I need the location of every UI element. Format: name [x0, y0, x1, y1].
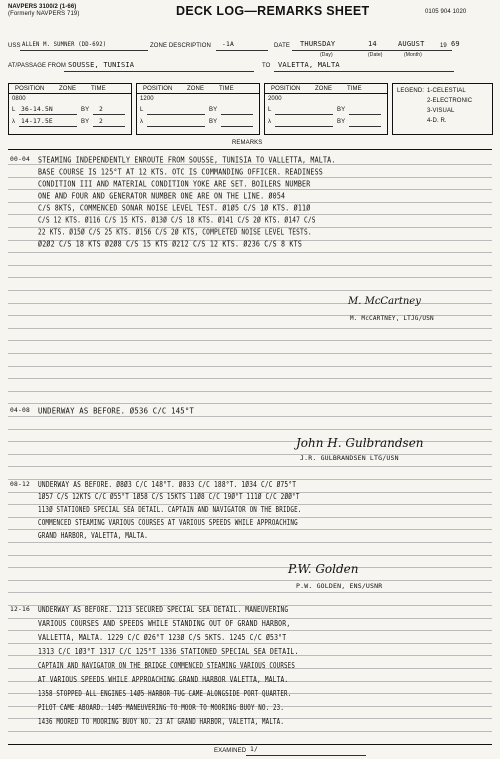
log-line: 22 KTS. Ø15Ø C/S 25 KTS. Ø156 C/S 2Ø KTS, COMPLETED NOISE LEVEL TESTS. [38, 228, 312, 237]
examined-label: EXAMINED [214, 748, 247, 754]
log-line: COMMENCED STEAMING VARIOUS COURSES AT VARIOUS SPEEDS WHILE APPROACHING [38, 519, 298, 528]
ruled-line [8, 353, 492, 354]
latitude-by-label: BY [209, 107, 218, 113]
latitude-field[interactable]: 36-14.5N [21, 106, 53, 113]
log-line: UNDERWAY AS BEFORE. 1213 SECURED SPECIAL SEA DETAIL. MANEUVERING [38, 606, 289, 615]
zone-header: ZONE [315, 86, 333, 92]
signature: John H. Gulbrandsen [296, 436, 424, 450]
longitude-by-label: BY [337, 119, 346, 125]
longitude-label: λ [12, 119, 16, 125]
time-header: TIME [219, 86, 234, 92]
position-header: POSITION [271, 86, 301, 92]
log-line: CAPTAIN AND NAVIGATOR ON THE BRIDGE COMMENCED STEAMING VARIOUS COURSES [38, 662, 296, 671]
ruled-line [8, 265, 492, 266]
month-field[interactable]: AUGUST [398, 40, 425, 48]
position-box-1200 [136, 83, 260, 135]
position-header: POSITION [143, 86, 173, 92]
latitude-label: L [140, 107, 144, 113]
signature-printed-name: J.R. GULBRANDSEN LTG/USN [300, 454, 399, 462]
ruled-line [8, 731, 492, 732]
latitude-label: L [12, 107, 16, 113]
stock-number: 0105 904 1020 [425, 9, 467, 15]
log-line: UNDERWAY AS BEFORE. Ø536 C/C 145°T [38, 407, 195, 416]
time-value: 2000 [268, 96, 282, 102]
month-caption: (Month) [404, 52, 422, 58]
log-line: PILOT CAME ABOARD. 14Ø5 MANEUVERING TO MOOR TO MOORING BUOY NO. 23. [38, 704, 285, 713]
legend-item: 1-CELESTIAL [427, 88, 466, 94]
log-line: C/S 8KTS, COMMENCED SONAR NOISE LEVEL TEST. Ø1Ø5 C/S 1Ø KTS. Ø11Ø [38, 204, 311, 213]
time-header: TIME [347, 86, 362, 92]
year-field[interactable]: 69 [451, 40, 460, 48]
log-line: VARIOUS COURSES AND SPEEDS WHILE STANDING OUT OF GRAND HARBOR, [38, 620, 291, 629]
watch-time: 08-12 [10, 481, 30, 488]
watch-time: 04-08 [10, 407, 30, 414]
log-line: STEAMING INDEPENDENTLY ENROUTE FROM SOUSSE, TUNISIA TO VALLETTA, MALTA. [38, 156, 336, 165]
ruled-line [8, 340, 492, 341]
latitude-by-label: BY [81, 107, 90, 113]
latitude-label: L [268, 107, 272, 113]
form-formerly: (Formerly NAVPERS 719) [8, 11, 80, 17]
time-header: TIME [91, 86, 106, 92]
date-caption: (Date) [368, 52, 383, 58]
zone-label: ZONE DESCRIPTION [150, 43, 211, 49]
legend-item: 4-D. R. [427, 118, 447, 124]
ruled-line [8, 277, 492, 278]
log-line: 1313 C/C 1Ø3°T 1317 C/C 125°T 1336 STATIONED SPECIAL SEA DETAIL. [38, 648, 299, 657]
time-value: 1200 [140, 96, 154, 102]
uss-label: USS [8, 43, 21, 49]
log-line: VALLETTA, MALTA. 1229 C/C Ø26°T 123Ø C/S 5KTS. 1245 C/C Ø53°T [38, 634, 287, 643]
ship-name-field[interactable]: ALLEN M. SUMNER (DD-692) [22, 41, 107, 48]
ruled-line [8, 290, 492, 291]
longitude-by-field[interactable]: 2 [99, 118, 103, 125]
ruled-line [8, 378, 492, 379]
ruled-line [8, 454, 492, 455]
log-line: C/S 12 KTS. Ø116 C/S 15 KTS. Ø13Ø C/S 18 KTS. Ø141 C/S 2Ø KTS. Ø147 C/S [38, 216, 316, 225]
longitude-by-label: BY [209, 119, 218, 125]
legend-box [392, 83, 493, 135]
log-line: BASE COURSE IS 125°T AT 12 KTS. OTC IS COMMANDING OFFICER. READINESS [38, 168, 323, 177]
ruled-line [8, 391, 492, 392]
log-line: ONE AND FOUR AND GENERATOR NUMBER ONE ARE ON THE LINE. Ø054 [38, 192, 286, 201]
remarks-label: REMARKS [232, 140, 263, 146]
form-number: NAVPERS 3100/2 (1-66) [8, 4, 77, 10]
ruled-line [8, 328, 492, 329]
position-box-2000 [264, 83, 388, 135]
longitude-field[interactable]: 14-17.5E [21, 118, 53, 125]
to-label: TO [262, 63, 271, 69]
log-line: Ø2Ø2 C/S 18 KTS Ø2Ø8 C/S 15 KTS Ø212 C/S 12 KTS. Ø236 C/S 8 KTS [38, 240, 303, 249]
ruled-line [8, 643, 492, 644]
log-line: CONDITION III AND MATERIAL CONDITION YOKE ARE SET. BOILERS NUMBER [38, 180, 311, 189]
ruled-line [8, 189, 492, 190]
longitude-by-label: BY [81, 119, 90, 125]
legend-title: LEGEND: [397, 88, 425, 94]
watch-time: 00-04 [10, 156, 30, 163]
day-caption: (Day) [320, 52, 333, 58]
legend-item: 2-ELECTRONIC [427, 98, 473, 104]
zone-header: ZONE [59, 86, 77, 92]
examined-field[interactable]: 1/ [250, 746, 258, 753]
signature-printed-name: M. McCARTNEY, LTJG/USN [350, 315, 434, 322]
passage-label: AT/PASSAGE FROM [8, 63, 66, 69]
year-prefix: 19 [440, 43, 447, 49]
ruled-line [8, 466, 492, 467]
legend-item: 3-VISUAL [427, 108, 455, 114]
ruled-line [8, 529, 492, 530]
zone-field[interactable]: -1A [222, 41, 234, 48]
to-field[interactable]: VALETTA, MALTA [278, 61, 340, 69]
ruled-line [8, 366, 492, 367]
ruled-line [8, 479, 492, 480]
position-box-0800 [8, 83, 132, 135]
position-header: POSITION [15, 86, 45, 92]
ruled-line [8, 580, 492, 581]
ruled-line [8, 416, 492, 417]
from-field[interactable]: SOUSSE, TUNISIA [68, 61, 135, 69]
log-line: 1436 MOORED TO MOORING BUOY NO. 23 AT GRAND HARBOR, VALETTA, MALTA. [38, 718, 285, 727]
watch-time: 12-16 [10, 606, 30, 613]
longitude-label: λ [268, 119, 272, 125]
date-label: DATE [274, 43, 290, 49]
ruled-line [8, 630, 492, 631]
time-value: 0800 [12, 96, 26, 102]
zone-header: ZONE [187, 86, 205, 92]
ruled-line [8, 202, 492, 203]
signature: M. McCartney [348, 296, 421, 307]
latitude-by-label: BY [337, 107, 346, 113]
ruled-line [8, 567, 492, 568]
page-title: DECK LOG—REMARKS SHEET [176, 4, 370, 18]
date-field[interactable]: 14 [368, 40, 377, 48]
ruled-line [8, 618, 492, 619]
ruled-line [8, 542, 492, 543]
log-line: 113Ø STATIONED SPECIAL SEA DETAIL. CAPTAIN AND NAVIGATOR ON THE BRIDGE. [38, 506, 302, 515]
ruled-line [8, 592, 492, 593]
latitude-by-field[interactable]: 2 [99, 106, 103, 113]
signature-printed-name: P.W. GOLDEN, ENS/USNR [296, 582, 383, 590]
longitude-label: λ [140, 119, 144, 125]
log-line: 1358 STOPPED ALL ENGINES 14Ø5 HARBOR TUG CAME ALONGSIDE PORT QUARTER. [38, 690, 292, 699]
log-line: GRAND HARBOR, VALETTA, MALTA. [38, 532, 148, 541]
ruled-line [8, 252, 492, 253]
ruled-line [8, 555, 492, 556]
ruled-line [8, 429, 492, 430]
log-line: 1Ø57 C/S 12KTS C/C Ø55°T 1Ø58 C/S 15KTS 11Ø8 C/C 19Ø°T 111Ø C/C 2ØØ°T [38, 493, 300, 502]
log-line: AT VARIOUS SPEEDS WHILE APPROACHING GRAND HARBOR VALETTA, MALTA. [38, 676, 289, 685]
ruled-line [8, 403, 492, 404]
ruled-line [8, 517, 492, 518]
signature: P.W. Golden [288, 562, 359, 576]
day-field[interactable]: THURSDAY [300, 40, 336, 48]
log-line: UNDERWAY AS BEFORE. Ø8Ø3 C/C 148°T. Ø833 C/C 188°T. 1Ø34 C/C Ø75°T [38, 481, 297, 490]
